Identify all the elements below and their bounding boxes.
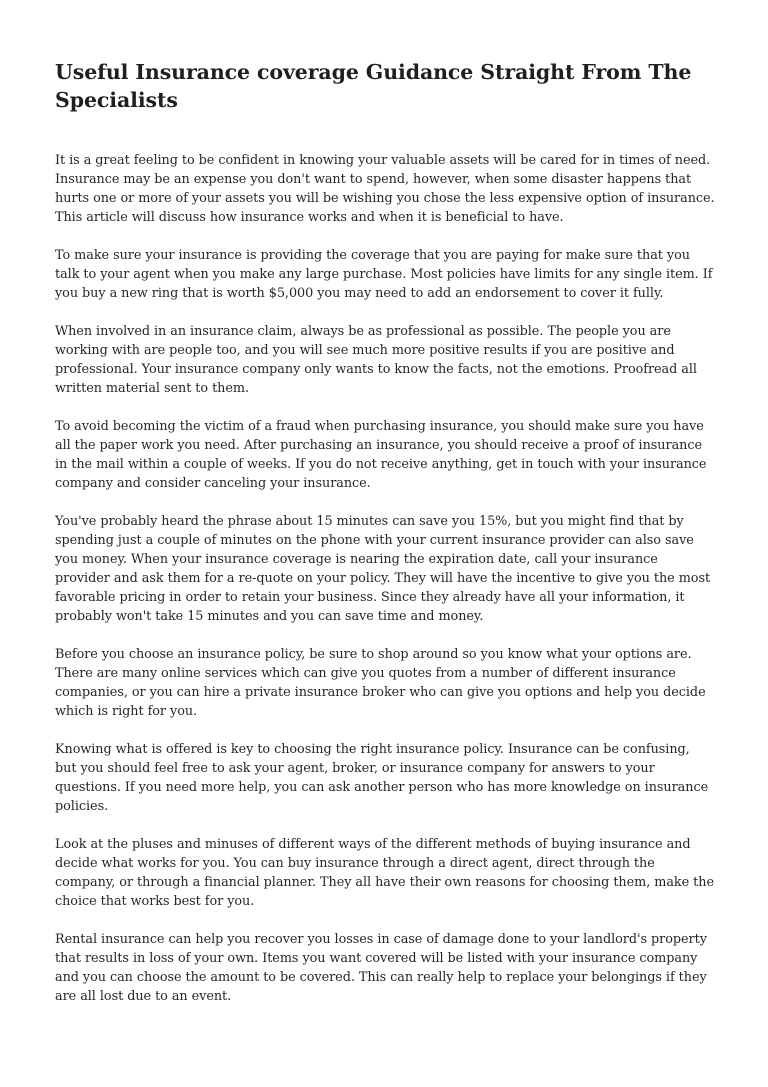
paragraph-5: You've probably heard the phrase about 15 minutes can save you 15%, but you might find that by spending just a couple of minutes on the phone with your current insurance provider can also save you money. When your insurance coverage is nearing the expiration date, call your insurance provider and ask them for a re-quote on your policy. They will have the incentive to give you the most favorable pricing in order to retain your business. Since they already have all your information, it probably won't take 15 minutes and you can save time and money.	[55, 514, 711, 624]
paragraph-9: Rental insurance can help you recover you losses in case of damage done to your landlord's property that results in loss of your own. Items you want covered will be listed with your insurance company and you can choose the amount to be covered. This can really help to replace your belongings if they are all lost due to an event.	[55, 932, 707, 1004]
document-page	[55, 58, 715, 1025]
paragraph-1: It is a great feeling to be confident in knowing your valuable assets will be cared for in times of need. Insurance may be an expense you don't want to spend, however, when some disaster happens that hurts one or more of your assets you will be wishing you chose the less expensive option of insurance. This article will discuss how insurance works and when it is beneficial to have.	[55, 153, 715, 225]
paragraph-2: To make sure your insurance is providing the coverage that you are paying for make sure that you talk to your agent when you make any large purchase. Most policies have limits for any single item. If you buy a new ring that is worth $5,000 you may need to add an endorsement to cover it fully.	[55, 248, 713, 301]
document-title: Useful Insurance coverage Guidance Straight From The Specialists	[55, 60, 692, 112]
paragraph-7: Knowing what is offered is key to choosing the right insurance policy. Insurance can be confusing, but you should feel free to ask your agent, broker, or insurance company for answers to your questions. If you need more help, you can ask another person who has more knowledge on insurance policies.	[55, 742, 709, 814]
paragraph-4: To avoid becoming the victim of a fraud when purchasing insurance, you should make sure you have all the paper work you need. After purchasing an insurance, you should receive a proof of insurance in the mail within a couple of weeks. If you do not receive anything, get in touch with your insurance company and consider canceling your insurance.	[55, 419, 707, 491]
paragraph-8: Look at the pluses and minuses of different ways of the different methods of buying insurance and decide what works for you. You can buy insurance through a direct agent, direct through the company, or through a financial planner. They all have their own reasons for choosing them, make the choice that works best for you.	[55, 837, 714, 909]
paragraph-3: When involved in an insurance claim, always be as professional as possible. The people you are working with are people too, and you will see much more positive results if you are positive and professional. Your insurance company only wants to know the facts, not the emotions. Proofread all written material sent to them.	[55, 324, 697, 396]
paragraph-6: Before you choose an insurance policy, be sure to shop around so you know what your options are. There are many online services which can give you quotes from a number of different insurance companies, or you can hire a private insurance broker who can give you options and help you decide which is right for you.	[55, 647, 706, 719]
